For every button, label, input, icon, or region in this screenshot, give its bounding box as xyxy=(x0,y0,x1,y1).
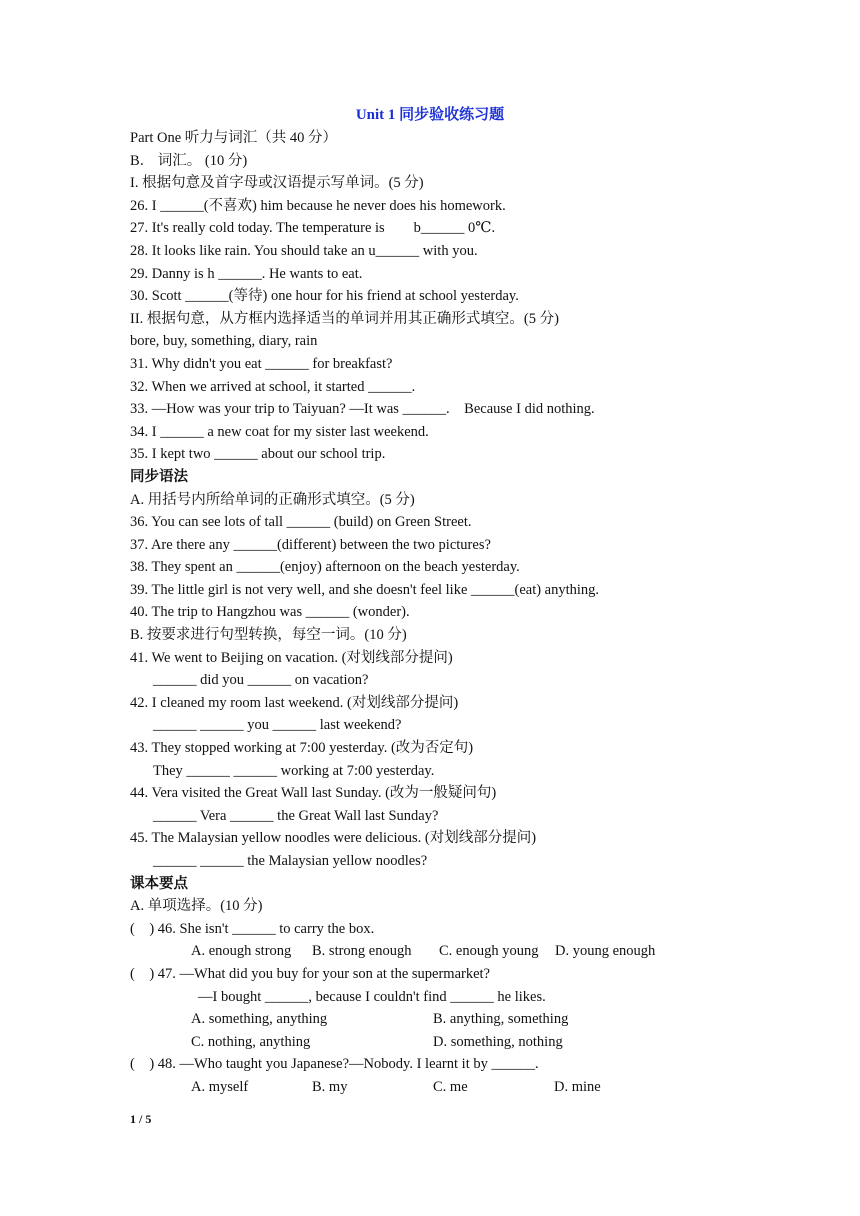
question-34: 34. I ______ a new coat for my sister last weekend. xyxy=(130,423,429,440)
sub-ii-instruction: II. 根据句意，从方框内选择适当的单词并用其正确形式填空。(5 分) xyxy=(130,310,559,327)
question-29: 29. Danny is h ______. He wants to eat. xyxy=(130,265,363,282)
answer-44: ______ Vera ______ the Great Wall last Sunday? xyxy=(153,807,439,824)
question-32: 32. When we arrived at school, it started ______. xyxy=(130,378,416,395)
answer-45: ______ ______ the Malaysian yellow noodles? xyxy=(153,853,428,869)
question-47: ( ) 47. —What did you buy for your son at the supermarket? xyxy=(130,965,490,982)
question-41: 41. We went to Beijing on vacation. (对划线部分提问) xyxy=(130,649,453,666)
options-47-row2 xyxy=(130,1031,770,1054)
question-47-line2: —I bought ______, because I couldn't find ______ he likes. xyxy=(198,988,546,1005)
question-46: ( ) 46. She isn't ______ to carry the box. xyxy=(130,920,375,937)
page-number: 1 / 5 xyxy=(130,1112,152,1126)
sub-i-instruction: I. 根据句意及首字母或汉语提示写单词。(5 分) xyxy=(130,175,424,192)
page-title: Unit 1 同步验收练习题 xyxy=(355,107,505,123)
question-27: 27. It's really cold today. The temperature is b______ 0℃. xyxy=(130,220,496,237)
option-47-b: B. anything, something xyxy=(433,1011,569,1028)
question-35: 35. I kept two ______ about our school trip. xyxy=(130,446,386,463)
option-47-d: D. something, nothing xyxy=(433,1033,563,1050)
option-46-b: B. strong enough xyxy=(312,943,412,960)
sub-a2-instruction: A. 单项选择。(10 分) xyxy=(130,898,263,915)
options-46 xyxy=(130,940,770,963)
question-39: 39. The little girl is not very well, and she doesn't feel like ______(eat) anything. xyxy=(130,581,600,598)
question-48: ( ) 48. —Who taught you Japanese?—Nobody. I learnt it by ______. xyxy=(130,1056,539,1073)
question-36: 36. You can see lots of tall ______ (build) on Green Street. xyxy=(130,514,472,531)
question-33: 33. —How was your trip to Taiyuan? —It was ______. Because I did nothing. xyxy=(130,401,595,418)
sub-a-instruction: A. 用括号内所给单词的正确形式填空。(5 分) xyxy=(130,491,415,508)
document-body xyxy=(130,127,770,1099)
option-46-a: A. enough strong xyxy=(191,943,292,960)
option-47-c: C. nothing, anything xyxy=(191,1033,311,1050)
option-46-d: D. young enough xyxy=(555,943,656,960)
option-47-a: A. something, anything xyxy=(191,1011,328,1028)
question-26: 26. I ______(不喜欢) him because he never does his homework. xyxy=(130,197,506,214)
option-48-d: D. mine xyxy=(554,1078,601,1095)
option-48-a: A. myself xyxy=(191,1078,249,1095)
answer-42: ______ ______ you ______ last weekend? xyxy=(153,717,402,734)
question-42: 42. I cleaned my room last weekend. (对划线部分提问) xyxy=(130,694,459,711)
option-46-c: C. enough young xyxy=(439,943,539,960)
option-48-b: B. my xyxy=(312,1078,348,1095)
option-48-c: C. me xyxy=(433,1078,468,1095)
question-30: 30. Scott ______(等待) one hour for his friend at school yesterday. xyxy=(130,288,519,305)
options-48 xyxy=(130,1076,770,1099)
question-44: 44. Vera visited the Great Wall last Sunday. (改为一般疑问句) xyxy=(130,785,497,802)
question-31: 31. Why didn't you eat ______ for breakfast? xyxy=(130,355,393,372)
question-28: 28. It looks like rain. You should take an u______ with you. xyxy=(130,242,478,259)
answer-43: They ______ ______ working at 7:00 yesterday. xyxy=(153,762,435,779)
part-one-heading: Part One 听力与词汇（共 40 分） xyxy=(130,130,338,146)
question-38: 38. They spent an ______(enjoy) afternoon on the beach yesterday. xyxy=(130,559,520,576)
word-box: bore, buy, something, diary, rain xyxy=(130,333,318,350)
sub-b-instruction: B. 按要求进行句型转换，每空一词。(10 分) xyxy=(130,627,407,644)
options-47-row1 xyxy=(130,1008,770,1031)
question-43: 43. They stopped working at 7:00 yesterday. (改为否定句) xyxy=(130,740,474,757)
question-37: 37. Are there any ______(different) between the two pictures? xyxy=(130,536,491,553)
question-45: 45. The Malaysian yellow noodles were delicious. (对划线部分提问) xyxy=(130,830,537,847)
points-heading: 课本要点 xyxy=(130,875,188,892)
grammar-heading: 同步语法 xyxy=(130,468,188,485)
answer-41: ______ did you ______ on vacation? xyxy=(153,672,369,689)
section-b-heading: B． 词汇。 (10 分) xyxy=(130,152,248,169)
question-40: 40. The trip to Hangzhou was ______ (wonder). xyxy=(130,604,410,621)
